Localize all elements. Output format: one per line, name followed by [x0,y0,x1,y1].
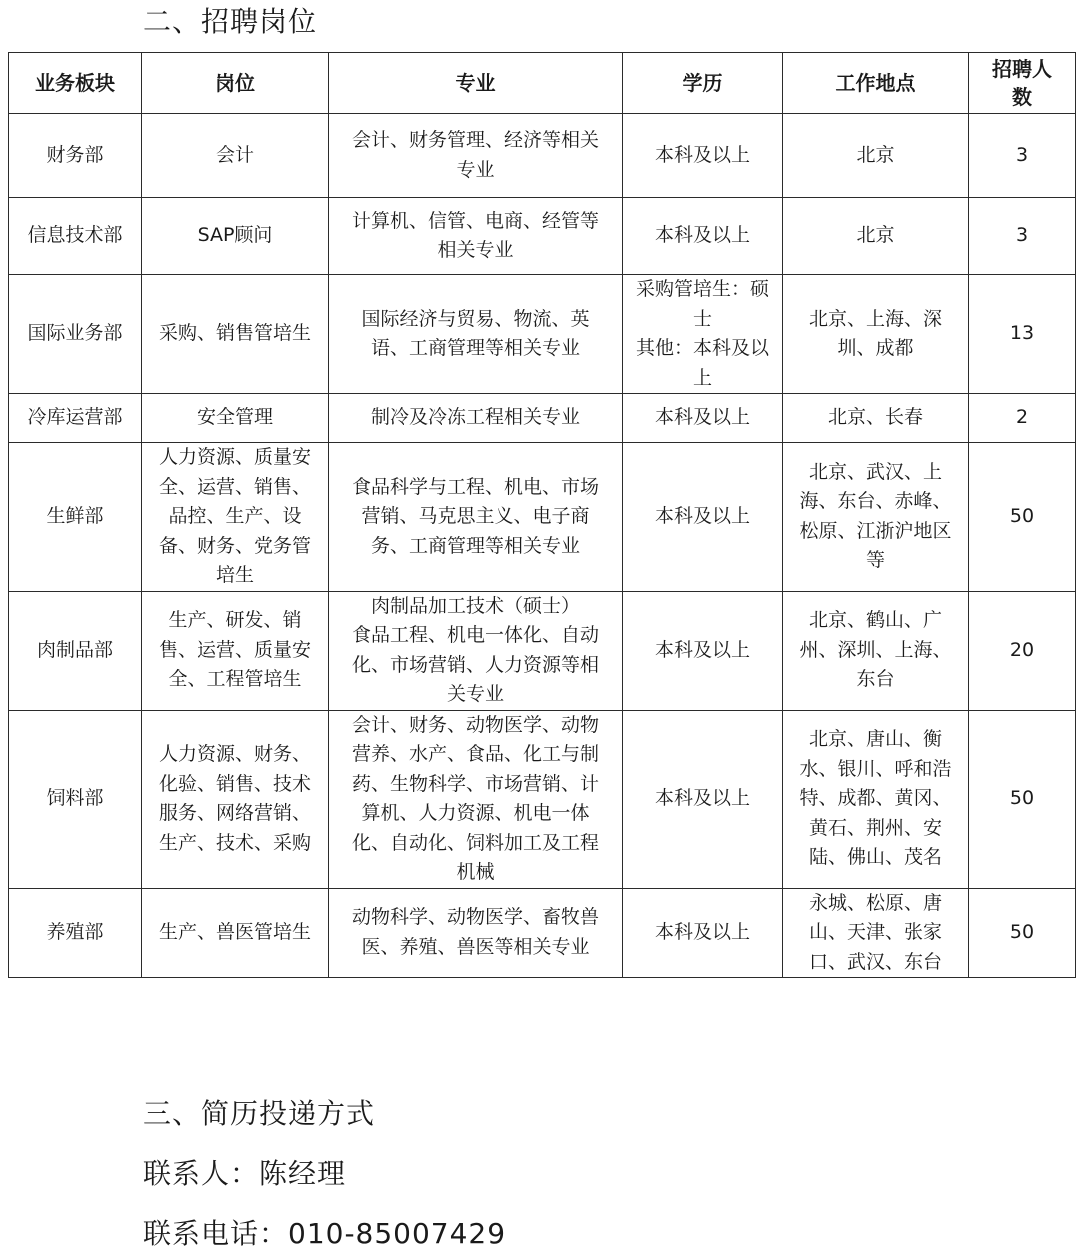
cell-count: 20 [969,591,1076,710]
cell-education: 本科及以上 [623,710,783,888]
cell-position: 采购、销售管培生 [142,275,329,394]
cell-count: 50 [969,710,1076,888]
cell-location: 北京、唐山、衡 水、银川、呼和浩 特、成都、黄冈、 黄石、荆州、安 陆、佛山、茂名 [783,710,969,888]
positions-table [8,52,1076,978]
table-row [9,275,1076,394]
cell-location: 北京、长春 [783,394,969,443]
cell-count: 2 [969,394,1076,443]
cell-major: 动物科学、动物医学、畜牧兽 医、养殖、兽医等相关专业 [329,888,623,978]
cell-location: 永城、松原、唐 山、天津、张家 口、武汉、东台 [783,888,969,978]
cell-position: 生产、研发、销 售、运营、质量安 全、工程管培生 [142,591,329,710]
cell-major: 会计、财务管理、经济等相关 专业 [329,114,623,198]
cell-education: 本科及以上 [623,888,783,978]
cell-dept: 财务部 [9,114,142,198]
contact-phone: 联系电话：010-85007429 [143,1217,507,1250]
table-row [9,394,1076,443]
cell-education: 本科及以上 [623,394,783,443]
cell-count: 50 [969,888,1076,978]
cell-position: 安全管理 [142,394,329,443]
cell-education: 本科及以上 [623,591,783,710]
cell-location: 北京 [783,114,969,198]
cell-position: 生产、兽医管培生 [142,888,329,978]
cell-position: 人力资源、财务、 化验、销售、技术 服务、网络营销、 生产、技术、采购 [142,710,329,888]
cell-location: 北京、武汉、上 海、东台、赤峰、 松原、江浙沪地区 等 [783,443,969,592]
section-title-positions: 二、招聘岗位 [143,5,318,38]
cell-dept: 信息技术部 [9,198,142,275]
contact-person: 联系人：陈经理 [143,1157,347,1190]
cell-dept: 国际业务部 [9,275,142,394]
header-position: 岗位 [142,53,329,114]
table-row [9,591,1076,710]
cell-major: 会计、财务、动物医学、动物 营养、水产、食品、化工与制 药、生物科学、市场营销、计 算机、人力资源、机电一体 化、自动化、饲料加工及工程 机械 [329,710,623,888]
header-education: 学历 [623,53,783,114]
cell-location: 北京、鹤山、广 州、深圳、上海、 东台 [783,591,969,710]
cell-count: 3 [969,198,1076,275]
cell-count: 13 [969,275,1076,394]
table-row [9,198,1076,275]
cell-count: 50 [969,443,1076,592]
header-major: 专业 [329,53,623,114]
cell-dept: 冷库运营部 [9,394,142,443]
cell-education: 本科及以上 [623,198,783,275]
cell-dept: 肉制品部 [9,591,142,710]
cell-position: SAP顾问 [142,198,329,275]
cell-location: 北京、上海、深 圳、成都 [783,275,969,394]
cell-dept: 饲料部 [9,710,142,888]
cell-major: 制冷及冷冻工程相关专业 [329,394,623,443]
cell-major: 国际经济与贸易、物流、英 语、工商管理等相关专业 [329,275,623,394]
cell-major: 计算机、信管、电商、经管等 相关专业 [329,198,623,275]
header-dept: 业务板块 [9,53,142,114]
table-header-row [9,53,1076,114]
cell-education: 采购管培生：硕 士 其他：本科及以 上 [623,275,783,394]
cell-position: 人力资源、质量安 全、运营、销售、 品控、生产、设 备、财务、党务管 培生 [142,443,329,592]
cell-location: 北京 [783,198,969,275]
cell-dept: 养殖部 [9,888,142,978]
cell-dept: 生鲜部 [9,443,142,592]
cell-education: 本科及以上 [623,443,783,592]
header-count: 招聘人 数 [969,53,1076,114]
cell-position: 会计 [142,114,329,198]
cell-count: 3 [969,114,1076,198]
table-row [9,710,1076,888]
table-row [9,888,1076,978]
cell-major: 肉制品加工技术（硕士） 食品工程、机电一体化、自动 化、市场营销、人力资源等相 关专业 [329,591,623,710]
cell-education: 本科及以上 [623,114,783,198]
cell-major: 食品科学与工程、机电、市场 营销、马克思主义、电子商 务、工商管理等相关专业 [329,443,623,592]
section-title-resume: 三、简历投递方式 [143,1097,376,1130]
table-row [9,114,1076,198]
table-row [9,443,1076,592]
header-location: 工作地点 [783,53,969,114]
